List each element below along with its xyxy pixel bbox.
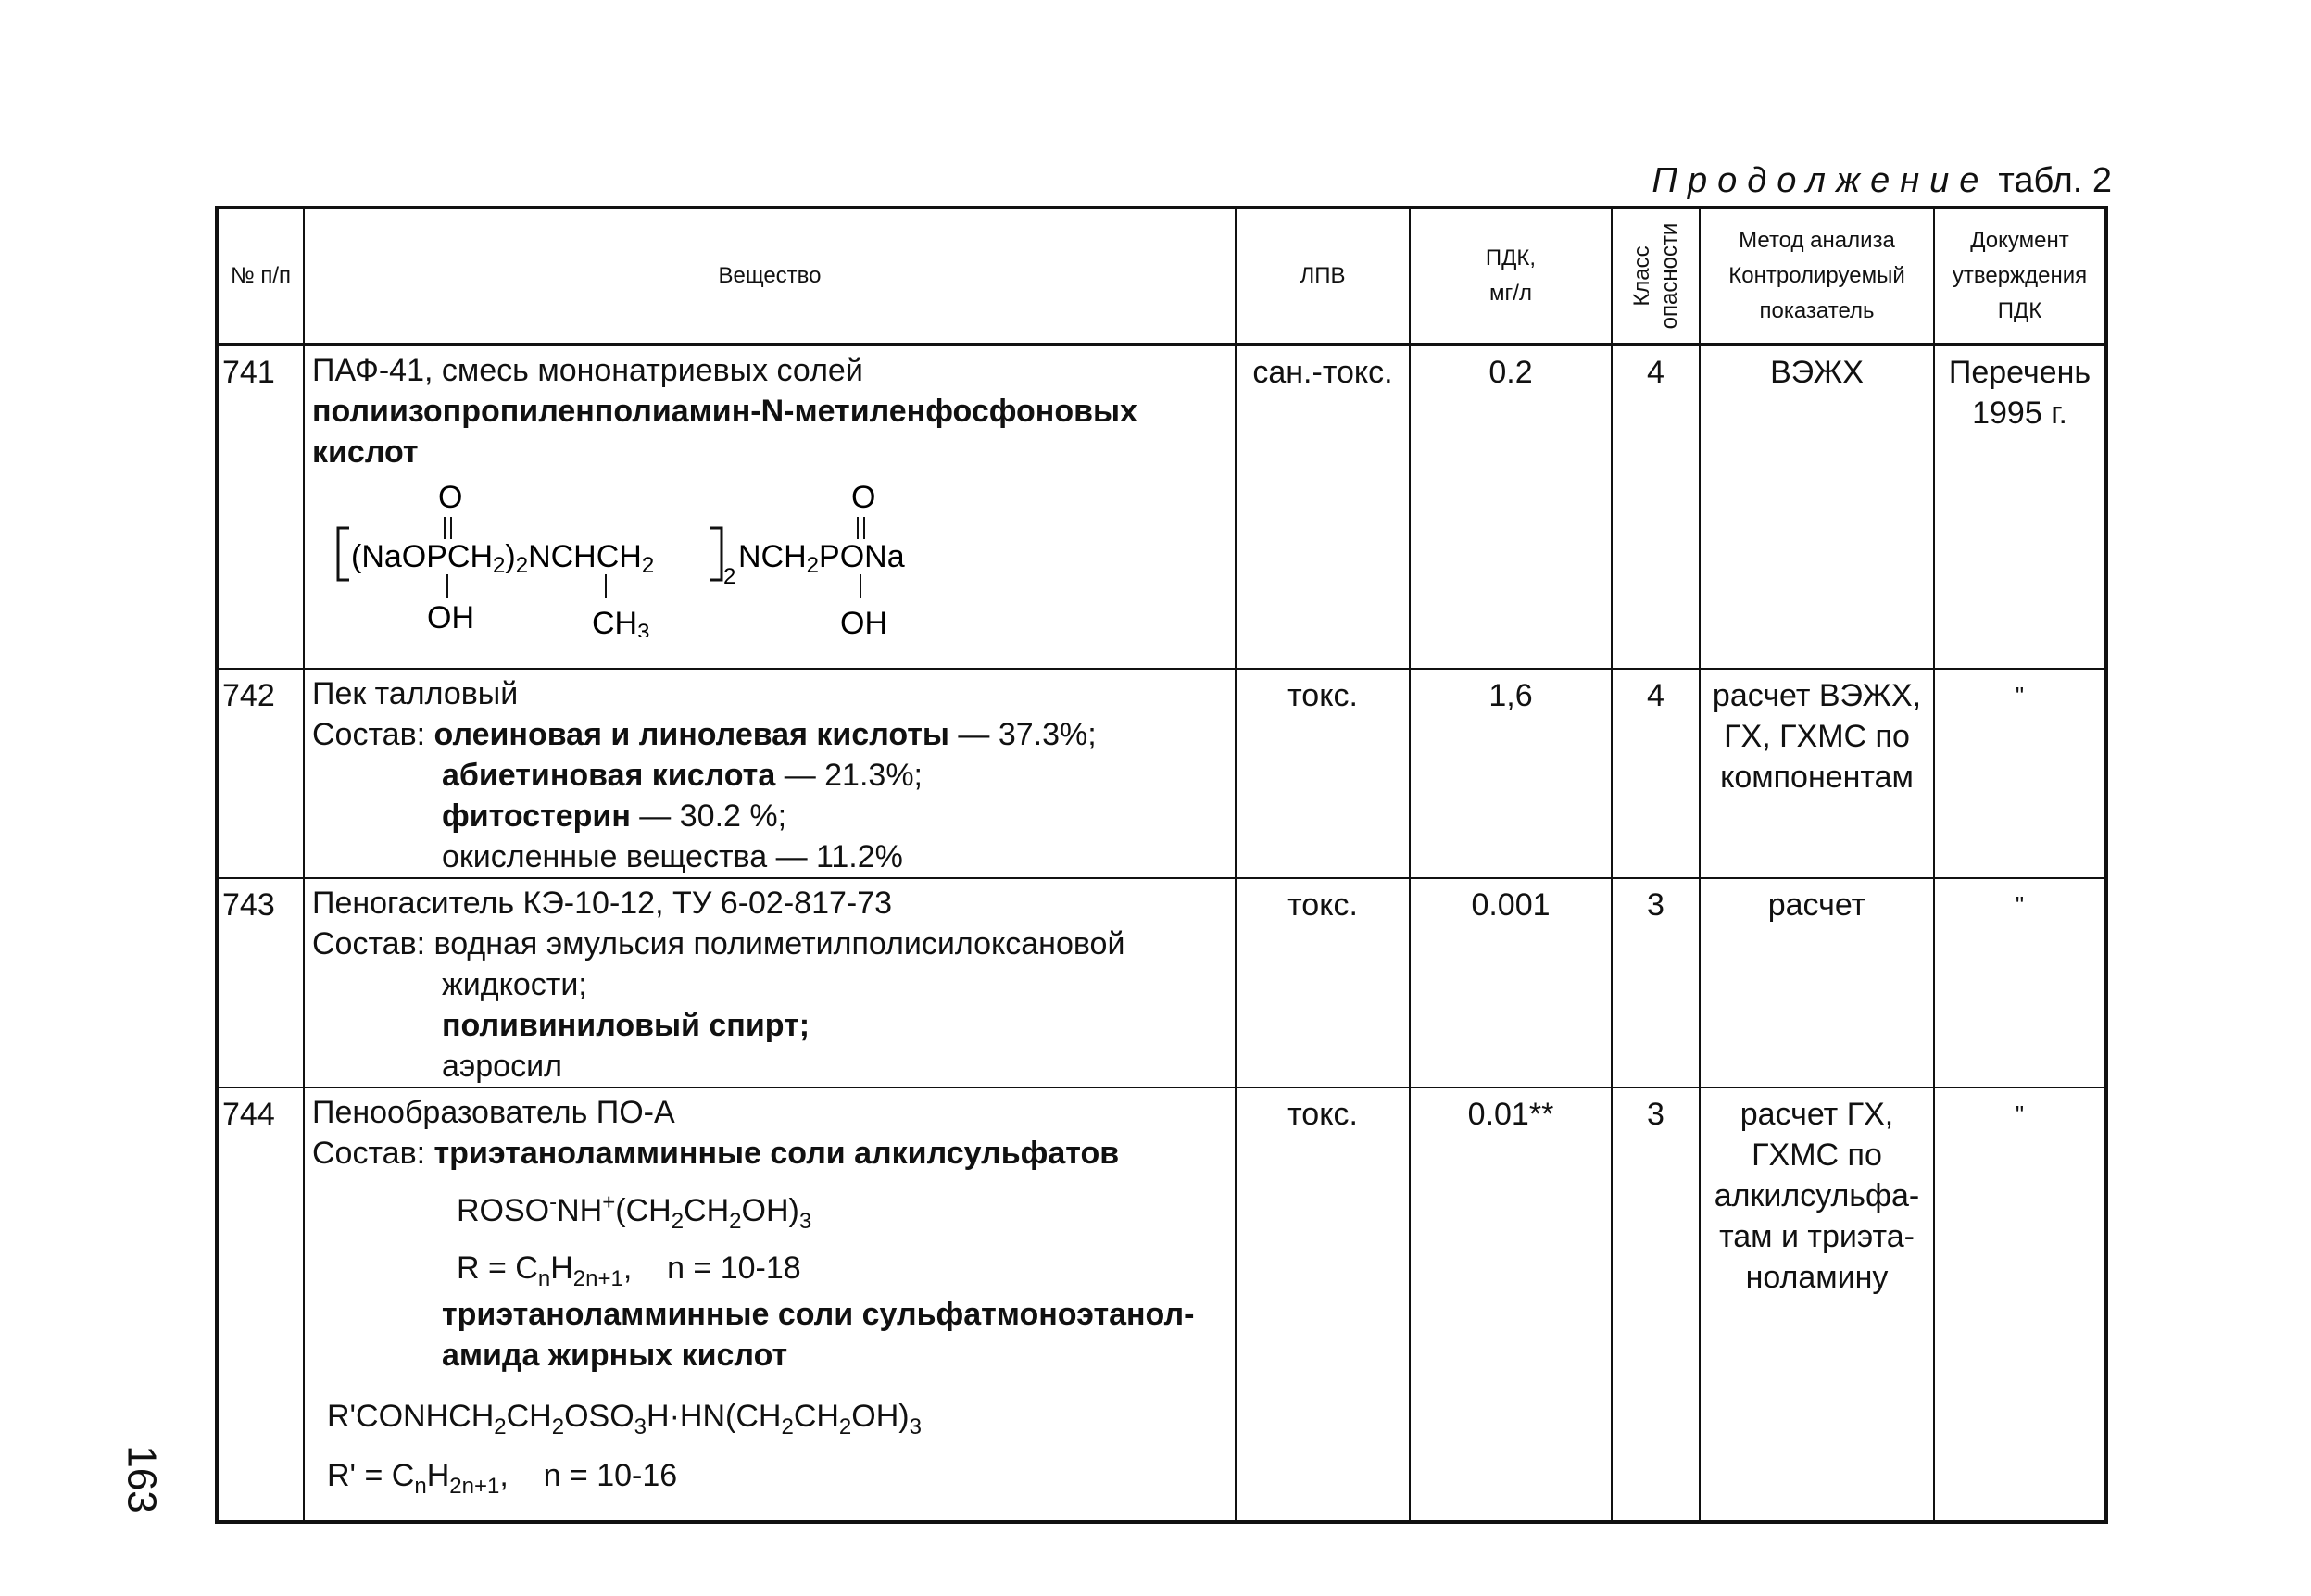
component-name: водная эмульсия полиметилполисилоксановой bbox=[433, 926, 1125, 961]
header-doc-line2: утверждения bbox=[1952, 263, 2088, 288]
composition-line bbox=[312, 714, 1235, 755]
method-line: компонентам bbox=[1720, 760, 1914, 795]
n-range: n = 10-18 bbox=[667, 1250, 801, 1286]
component-name: триэтаноламминные соли алкилсульфатов bbox=[433, 1136, 1120, 1171]
formula-text: 2 bbox=[723, 564, 736, 589]
continuation-word: Продолжение bbox=[1652, 161, 1990, 200]
header-pdk bbox=[1410, 207, 1612, 345]
row-number: 743 bbox=[217, 878, 304, 1087]
lpv-cell: токс. bbox=[1236, 1087, 1410, 1522]
document-cell: " bbox=[1934, 878, 2106, 1087]
method-cell: расчет bbox=[1700, 878, 1934, 1087]
method-cell bbox=[1700, 669, 1934, 878]
substance-name: ПАФ-41, смесь мононатриевых солей bbox=[312, 353, 863, 388]
class-cell: 3 bbox=[1612, 878, 1700, 1087]
page-number: 163 bbox=[119, 1445, 165, 1514]
method-line: там и триэта- bbox=[1719, 1219, 1915, 1254]
component-value: — 37.3%; bbox=[948, 717, 1097, 752]
method-line: расчет ГХ, bbox=[1740, 1097, 1894, 1132]
header-class-line2: опасности bbox=[1656, 222, 1682, 330]
lpv-cell: сан.-токс. bbox=[1236, 345, 1410, 669]
composition-line bbox=[312, 924, 1235, 964]
table-row bbox=[217, 669, 2106, 878]
pdk-cell: 0.001 bbox=[1410, 878, 1612, 1087]
header-pdk-line2: мг/л bbox=[1489, 281, 1532, 306]
composition-label: Состав: bbox=[312, 717, 426, 752]
formula-line: $R'CONHCH_2CH_2OSO_3H\cdot HN(CH_2CH_2OH)_3$ bbox=[327, 1399, 922, 1439]
row-number: 744 bbox=[217, 1087, 304, 1522]
substance-cell bbox=[304, 345, 1236, 669]
composition-line bbox=[312, 1133, 1235, 1174]
header-class-line1: Класс bbox=[1628, 245, 1654, 307]
composition-line: триэтаноламминные соли сульфатмоноэтанол- bbox=[442, 1297, 1195, 1332]
doc-line: 1995 г. bbox=[1972, 396, 2067, 431]
pdk-cell: 1,6 bbox=[1410, 669, 1612, 878]
header-method-line3: показатель bbox=[1759, 298, 1875, 323]
formula-text: O bbox=[438, 480, 463, 515]
row-number: 742 bbox=[217, 669, 304, 878]
component-value: — 30.2 %; bbox=[630, 798, 787, 834]
pdk-cell: 0.2 bbox=[1410, 345, 1612, 669]
composition-line: поливиниловый спирт; bbox=[442, 1008, 810, 1043]
table-label: табл. 2 bbox=[1998, 161, 2112, 200]
header-method-line1: Метод анализа bbox=[1739, 228, 1895, 253]
table-row bbox=[217, 345, 2106, 669]
substance-cell bbox=[304, 1087, 1236, 1522]
substance-name-bold: кислот bbox=[312, 434, 419, 470]
formula-text: OH bbox=[427, 600, 474, 635]
composition-label: Состав: bbox=[312, 926, 426, 961]
header-substance: Вещество bbox=[304, 207, 1236, 345]
continuation-header bbox=[1630, 159, 2112, 202]
class-cell: 4 bbox=[1612, 345, 1700, 669]
substances-table bbox=[215, 206, 2108, 1524]
composition-line: окисленные вещества — 11.2% bbox=[442, 839, 903, 874]
substance-name: Пеногаситель КЭ-10-12, ТУ 6-02-817-73 bbox=[312, 886, 893, 921]
header-pdk-line1: ПДК, bbox=[1485, 245, 1537, 270]
document-cell: " bbox=[1934, 1087, 2106, 1522]
header-class bbox=[1612, 207, 1700, 345]
method-line: алкилсульфа- bbox=[1714, 1178, 1920, 1213]
substance-name: Пек талловый bbox=[312, 676, 519, 711]
method-line: ГХ, ГХМС по bbox=[1724, 719, 1910, 754]
composition-line bbox=[312, 796, 1235, 836]
class-cell: 4 bbox=[1612, 669, 1700, 878]
n-range: n = 10-16 bbox=[543, 1458, 678, 1493]
header-document bbox=[1934, 207, 2106, 345]
composition-line bbox=[312, 755, 1235, 796]
formula-text: (NaOPCH2)2NCHCH2 bbox=[351, 539, 655, 578]
composition-line: аэросил bbox=[442, 1049, 562, 1084]
lpv-cell: токс. bbox=[1236, 878, 1410, 1087]
formula-line: $R' = C_nH_{2n+1}$, n = 10-16 bbox=[327, 1458, 678, 1499]
method-line: ноламину bbox=[1745, 1260, 1889, 1295]
method-line: расчет ВЭЖХ, bbox=[1712, 678, 1922, 713]
component-value: — 21.3%; bbox=[775, 758, 923, 793]
component-name: абиетиновая кислота bbox=[442, 758, 776, 793]
component-name: фитостерин bbox=[442, 798, 631, 834]
class-cell: 3 bbox=[1612, 1087, 1700, 1522]
structural-formula bbox=[334, 480, 983, 637]
substance-cell bbox=[304, 669, 1236, 878]
header-doc-line1: Документ bbox=[1970, 228, 2069, 253]
method-line: ГХМС по bbox=[1752, 1137, 1882, 1173]
header-lpv: ЛПВ bbox=[1236, 207, 1410, 345]
table-row bbox=[217, 878, 2106, 1087]
formula-text: OH bbox=[840, 606, 887, 637]
pdk-cell: 0.01** bbox=[1410, 1087, 1612, 1522]
table-row bbox=[217, 1087, 2106, 1522]
doc-line: Перечень bbox=[1948, 355, 2091, 390]
header-doc-line3: ПДК bbox=[1997, 298, 2042, 323]
substance-name-bold: полиизопропиленполиамин-N-метиленфосфоновых bbox=[312, 394, 1137, 429]
header-row bbox=[217, 207, 2106, 345]
formula-text: CH3 bbox=[592, 606, 650, 637]
substance-name: Пенообразователь ПО-А bbox=[312, 1095, 675, 1130]
formula-line: $R = C_nH_{2n+1}$, n = 10-18 bbox=[457, 1250, 801, 1291]
formula-text: O bbox=[851, 480, 876, 515]
document-cell bbox=[1934, 345, 2106, 669]
header-method-line2: Контролируемый bbox=[1728, 263, 1905, 288]
formula-line: $ROSO^-NH^+(CH_2CH_2OH)_3$ bbox=[457, 1189, 812, 1234]
document-cell: " bbox=[1934, 669, 2106, 878]
method-cell bbox=[1700, 1087, 1934, 1522]
substance-cell bbox=[304, 878, 1236, 1087]
header-method bbox=[1700, 207, 1934, 345]
composition-line: амида жирных кислот bbox=[442, 1338, 788, 1373]
row-number: 741 bbox=[217, 345, 304, 669]
formula-text: NCH2PONa bbox=[738, 539, 905, 578]
component-name: олеиновая и линолевая кислоты bbox=[433, 717, 949, 752]
method-cell: ВЭЖХ bbox=[1700, 345, 1934, 669]
composition-line: жидкости; bbox=[442, 967, 587, 1002]
lpv-cell: токс. bbox=[1236, 669, 1410, 878]
header-num: № п/п bbox=[217, 207, 304, 345]
composition-label: Состав: bbox=[312, 1136, 426, 1171]
bracket-left bbox=[338, 528, 349, 580]
bracket-right bbox=[710, 528, 722, 580]
